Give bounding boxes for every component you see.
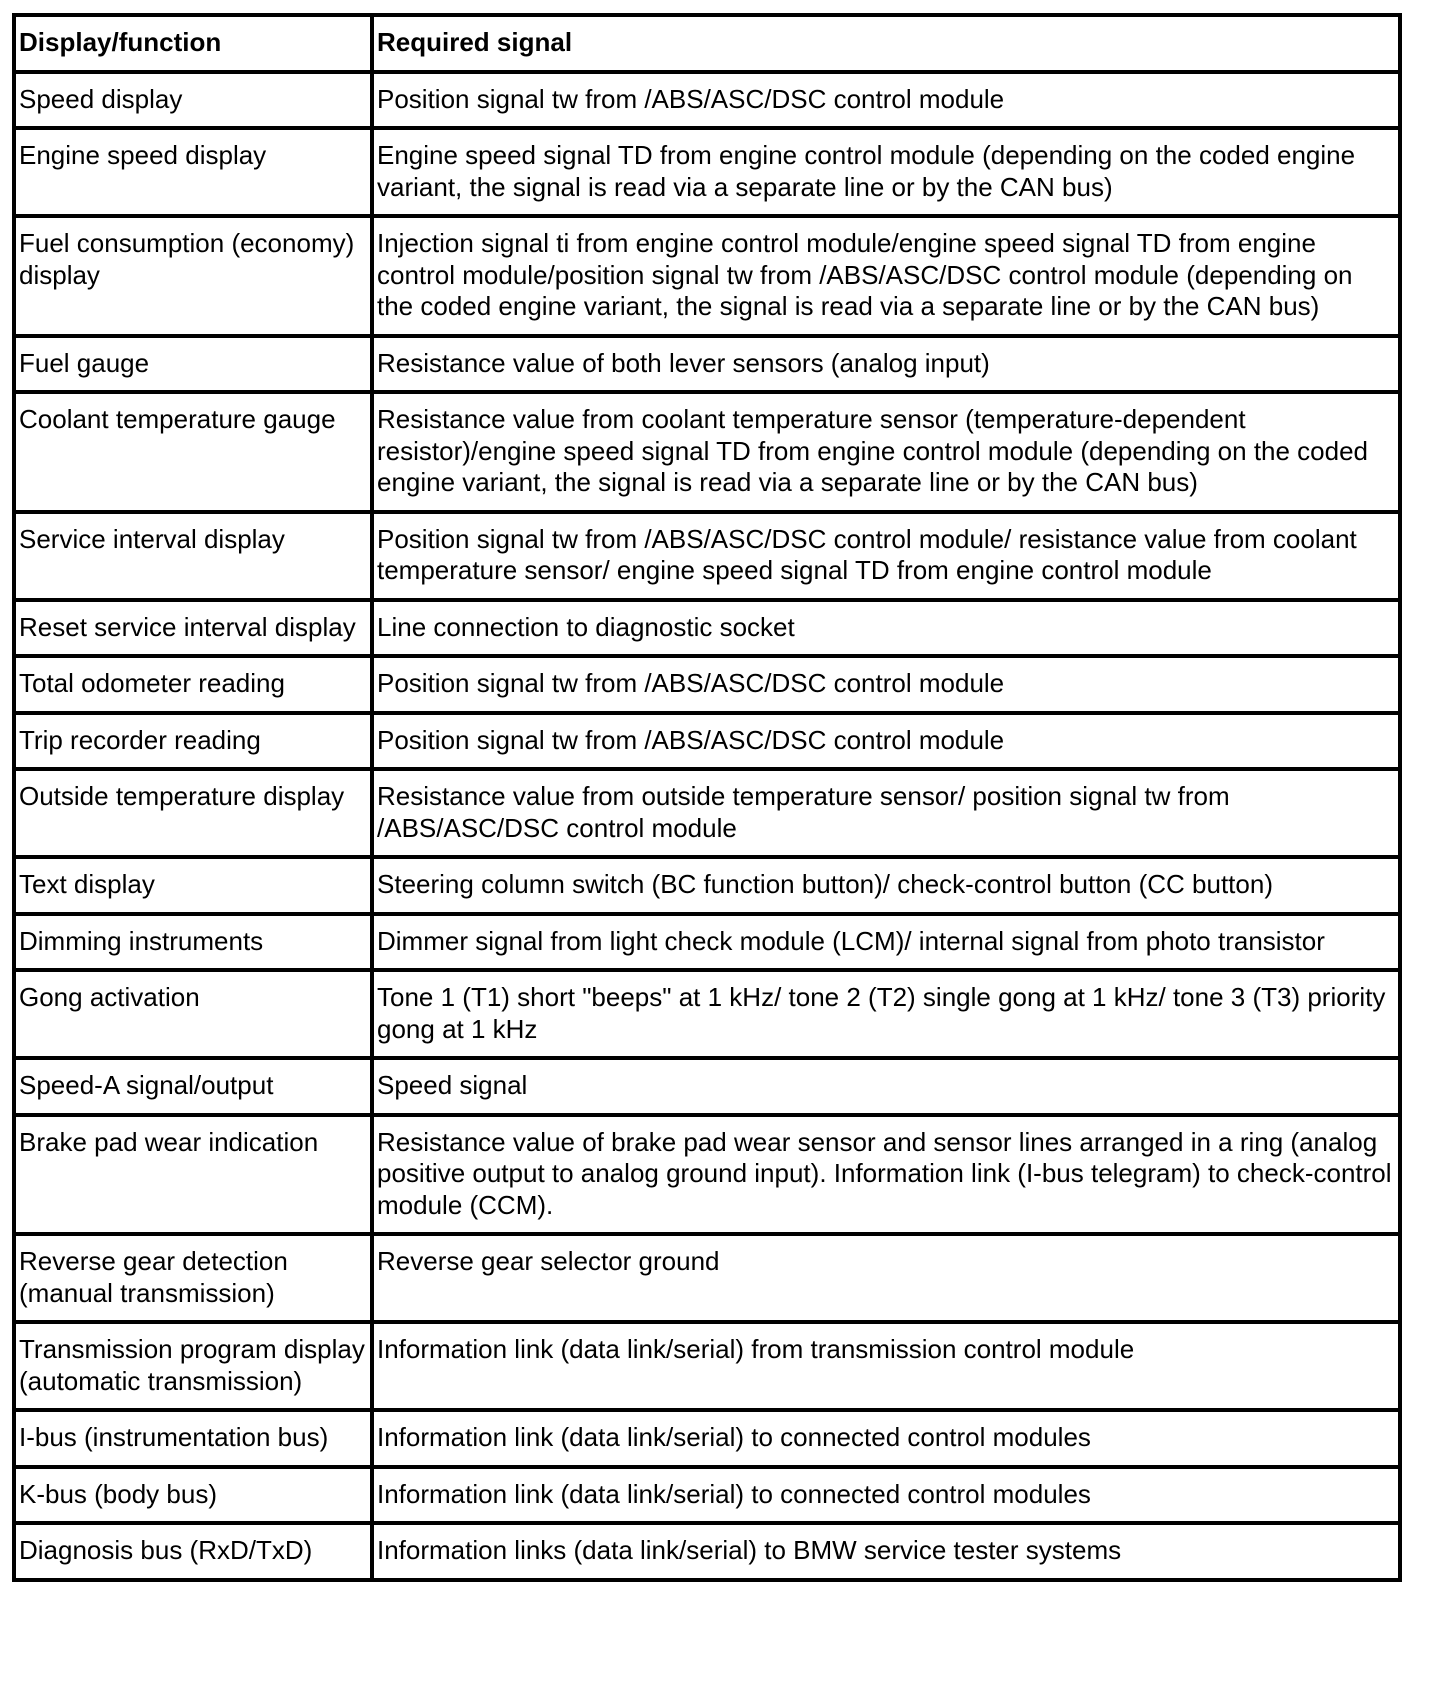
signal-cell: Position signal tw from /ABS/ASC/DSC control module/ resistance value from coolant temperature sensor/ engine speed signal TD from engine control module (372, 512, 1400, 600)
signal-cell: Position signal tw from /ABS/ASC/DSC control module (372, 72, 1400, 129)
table-row (14, 1115, 1400, 1235)
table-row (14, 216, 1400, 336)
header-required-signal: Required signal (372, 15, 1400, 72)
table-row (14, 600, 1400, 657)
function-cell: Fuel consumption (economy) display (14, 216, 372, 336)
function-cell: Reverse gear detection (manual transmission) (14, 1234, 372, 1322)
table-row (14, 713, 1400, 770)
function-cell: Speed display (14, 72, 372, 129)
function-cell: Speed-A signal/output (14, 1058, 372, 1115)
signal-cell: Information links (data link/serial) to BMW service tester systems (372, 1523, 1400, 1580)
function-cell: Brake pad wear indication (14, 1115, 372, 1235)
function-cell: K-bus (body bus) (14, 1467, 372, 1524)
table-row (14, 128, 1400, 216)
signal-cell: Injection signal ti from engine control module/engine speed signal TD from engine control module/position signal tw from /ABS/ASC/DSC control module (depending on the coded engine variant, the signal is read via a separate line or by the CAN bus) (372, 216, 1400, 336)
table-row (14, 656, 1400, 713)
signal-cell: Resistance value from outside temperature sensor/ position signal tw from /ABS/ASC/DSC control module (372, 769, 1400, 857)
table-row (14, 1322, 1400, 1410)
signal-cell: Tone 1 (T1) short "beeps" at 1 kHz/ tone 2 (T2) single gong at 1 kHz/ tone 3 (T3) priority gong at 1 kHz (372, 970, 1400, 1058)
signal-cell: Steering column switch (BC function button)/ check-control button (CC button) (372, 857, 1400, 914)
function-cell: Fuel gauge (14, 336, 372, 393)
function-cell: Engine speed display (14, 128, 372, 216)
signal-cell: Information link (data link/serial) from transmission control module (372, 1322, 1400, 1410)
signal-cell: Resistance value of both lever sensors (analog input) (372, 336, 1400, 393)
function-cell: I-bus (instrumentation bus) (14, 1410, 372, 1467)
signal-cell: Line connection to diagnostic socket (372, 600, 1400, 657)
function-cell: Text display (14, 857, 372, 914)
signal-cell: Reverse gear selector ground (372, 1234, 1400, 1322)
signal-cell: Information link (data link/serial) to connected control modules (372, 1410, 1400, 1467)
function-cell: Reset service interval display (14, 600, 372, 657)
table-row (14, 392, 1400, 512)
function-cell: Outside temperature display (14, 769, 372, 857)
function-cell: Diagnosis bus (RxD/TxD) (14, 1523, 372, 1580)
signal-cell: Dimmer signal from light check module (LCM)/ internal signal from photo transistor (372, 914, 1400, 971)
table-row (14, 914, 1400, 971)
header-row (14, 15, 1400, 72)
function-cell: Total odometer reading (14, 656, 372, 713)
function-cell: Coolant temperature gauge (14, 392, 372, 512)
table-row (14, 1467, 1400, 1524)
signal-cell: Position signal tw from /ABS/ASC/DSC control module (372, 656, 1400, 713)
table-row (14, 1234, 1400, 1322)
table-row (14, 857, 1400, 914)
table-row (14, 336, 1400, 393)
function-cell: Transmission program display (automatic transmission) (14, 1322, 372, 1410)
table-row (14, 1410, 1400, 1467)
function-cell: Trip recorder reading (14, 713, 372, 770)
signal-cell: Speed signal (372, 1058, 1400, 1115)
signal-cell: Information link (data link/serial) to connected control modules (372, 1467, 1400, 1524)
table-row (14, 769, 1400, 857)
table-row (14, 1523, 1400, 1580)
table-row (14, 970, 1400, 1058)
function-cell: Gong activation (14, 970, 372, 1058)
function-cell: Service interval display (14, 512, 372, 600)
table-row (14, 512, 1400, 600)
signal-cell: Engine speed signal TD from engine control module (depending on the coded engine variant, the signal is read via a separate line or by the CAN bus) (372, 128, 1400, 216)
signal-cell: Position signal tw from /ABS/ASC/DSC control module (372, 713, 1400, 770)
signal-cell: Resistance value of brake pad wear sensor and sensor lines arranged in a ring (analog positive output to analog ground input). Information link (I-bus telegram) to check-control module (CCM). (372, 1115, 1400, 1235)
table-row (14, 1058, 1400, 1115)
function-cell: Dimming instruments (14, 914, 372, 971)
table-row (14, 72, 1400, 129)
header-display-function: Display/function (14, 15, 372, 72)
signal-table (12, 13, 1402, 1582)
signal-cell: Resistance value from coolant temperature sensor (temperature-dependent resistor)/engine speed signal TD from engine control module (depending on the coded engine variant, the signal is read via a separate line or by the CAN bus) (372, 392, 1400, 512)
